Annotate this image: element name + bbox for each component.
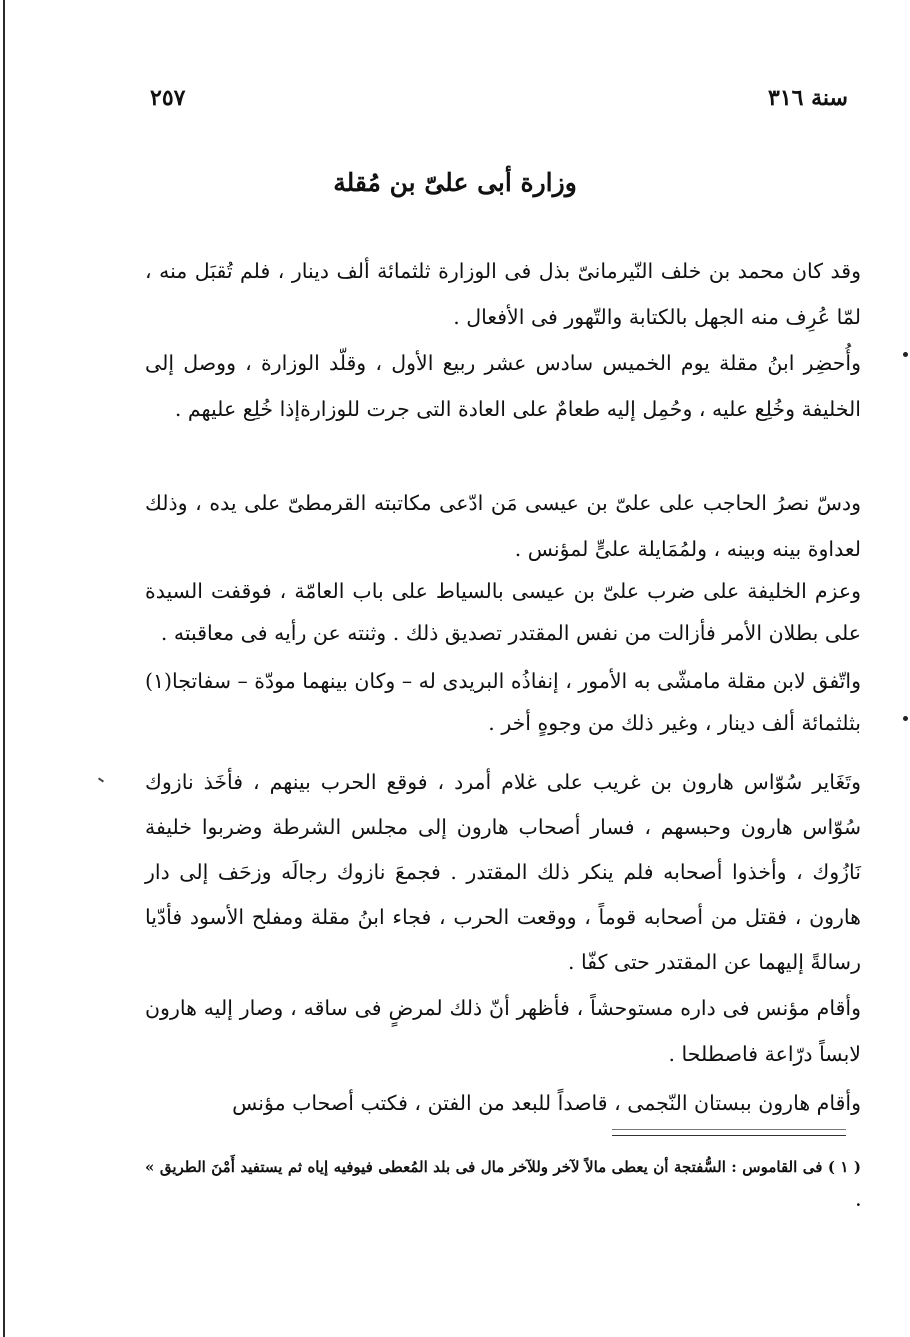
paragraph-4: وعزم الخليفة على ضرب علىّ بن عيسى بالسياط على باب العامّة ، فوقفت السيدة على بطلان الأمر فأزالت من نفس المقتدر تصديق ذلك . وثنته عن رأيه فى معاقبته . xyxy=(145,579,861,645)
margin-mark xyxy=(903,352,908,357)
paragraph-7: وأقام مؤنس فى داره مستوحشاً ، فأظهر أنّ ذلك لمرضٍ فى ساقه ، وصار إليه هارون لابساً درّاعة فاصطلحا . xyxy=(145,996,861,1066)
running-header-year: سنة ٣١٦ xyxy=(768,85,848,111)
paragraph-5: واتّفق لابن مقلة مامشّى به الأمور ، إنفاذُه البريدى له – وكان بينهما مودّة – سفاتجا(١) بثلثمائة ألف دينار ، وغير ذلك من وجوهٍ أخر . xyxy=(145,669,861,735)
paragraph-3: ودسّ نصرُ الحاجب على علىّ بن عيسى مَن ادّعى مكاتبته القرمطىّ على يده ، وذلك لعداوة بينه وبينه ، ولمُمَايلة علىٍّ لمؤنس . xyxy=(145,491,861,561)
margin-mark xyxy=(98,777,104,782)
margin-mark xyxy=(903,716,908,721)
paragraph-6: وتَغَاير سُوّاس هارون بن غريب على غلام أمرد ، فوقع الحرب بينهم ، فأخَذ نازوك سُوّاس هارون وحبسهم ، فسار أصحاب هارون إلى مجلس الشرطة وضربوا خليفة نَازُوك ، وأخذوا أصحابه فلم ينكر ذلك المقتدر . فجمعَ نازوك رجالَه وزحَف إلى دار هارون ، فقتل من أصحابه قوماً ، ووقعت الحرب ، فجاء ابنُ مقلة ومفلح الأسود فأدّيا رسالةً إليهما عن المقتدر حتى كفّا . xyxy=(145,770,861,974)
footnote-separator-upper xyxy=(612,1129,846,1130)
page-edge-line xyxy=(3,0,5,1337)
page-number: ٢٥٧ xyxy=(150,85,186,111)
paragraph-2: وأُحضِر ابنُ مقلة يوم الخميس سادس عشر ربيع الأول ، وقلّد الوزارة ، ووصل إلى الخليفة وخُلِع عليه ، وحُمِل إليه طعامٌ على العادة التى جرت للوزارةإذا خُلِع عليهم . xyxy=(145,351,861,421)
section-title: وزارة أبى علىّ بن مُقلة xyxy=(333,168,577,197)
paragraph-1: وقد كان محمد بن خلف النّيرمانىّ بذل فى الوزارة ثلثمائة ألف دينار ، فلم تُقبَل منه ، لمّا عُرِف منه الجهل بالكتابة والتّهور فى الأفعال . xyxy=(145,259,861,329)
paragraph-8: وأقام هارون ببستان النّجمى ، قاصداً للبعد من الفتن ، فكتب أصحاب مؤنس xyxy=(232,1091,861,1115)
footnote-separator xyxy=(612,1135,846,1136)
footnote: ( ١ ) فى القاموس : السُّفتجة أن يعطى مالاً لآخر وللآخر مال فى بلد المُعطى فيوفيه إياه ثم يستفيد أَمْنَ الطريق » . xyxy=(145,1158,861,1210)
